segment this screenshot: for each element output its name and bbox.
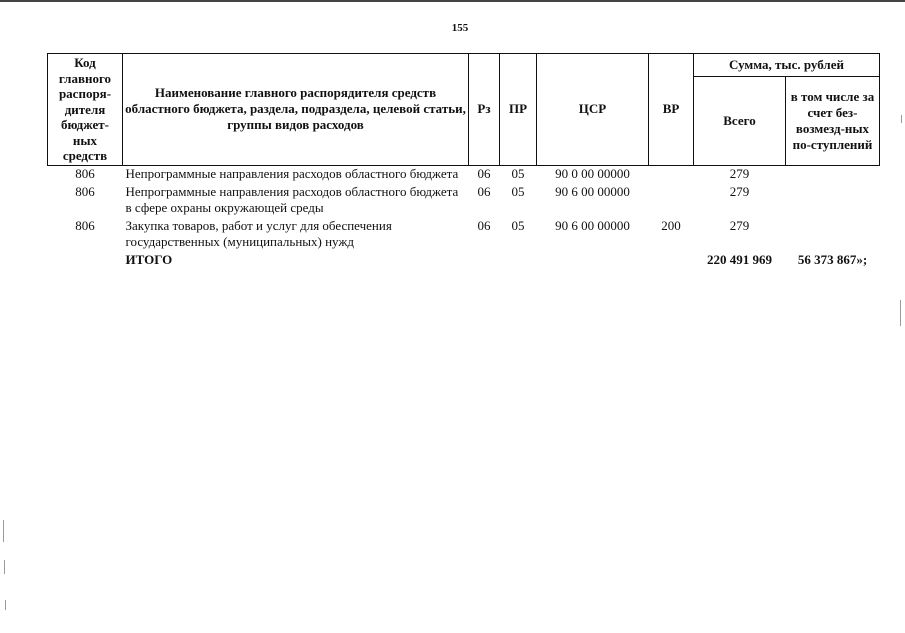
- cell-csr-empty: [537, 252, 649, 270]
- cell-rz: 06: [477, 183, 491, 199]
- cell-code: 806: [75, 217, 95, 233]
- cell-name: Непрограммные направления расходов областного бюджета в сфере охраны окружающей среды: [125, 183, 459, 215]
- header-vr: ВР: [649, 54, 694, 166]
- cell-grant: [786, 184, 880, 218]
- cell-csr: 90 6 00 00000: [555, 183, 630, 199]
- cell-vr: 200: [661, 217, 681, 233]
- budget-table: [47, 53, 880, 270]
- page-top-edge: [0, 0, 905, 2]
- header-grant: в том числе за счет без-возмезд-ных по-ступлений: [786, 77, 880, 166]
- header-code: Код главного распоря-дителя бюджет-ных средств: [48, 54, 123, 166]
- total-label: ИТОГО: [125, 251, 173, 267]
- cell-pr: 05: [511, 217, 525, 233]
- header-pr: ПР: [500, 54, 537, 166]
- cell-csr: 90 0 00 00000: [555, 165, 630, 181]
- cell-code-empty: [48, 252, 123, 270]
- total-sum: 220 491 969: [707, 251, 772, 267]
- cell-vr: [649, 165, 694, 184]
- cell-rz: 06: [477, 165, 491, 181]
- table-row: [48, 184, 880, 218]
- total-row: [48, 252, 880, 270]
- cell-total: 279: [729, 183, 750, 199]
- page-number: 155: [451, 22, 469, 34]
- table-body: [48, 165, 880, 270]
- cell-vr: [649, 184, 694, 218]
- cell-pr: 05: [511, 183, 525, 199]
- header-rz: Рз: [469, 54, 500, 166]
- cell-total: 279: [729, 217, 750, 233]
- cell-vr-empty: [649, 252, 694, 270]
- cell-code: 806: [75, 183, 95, 199]
- header-name: Наименование главного распорядителя средств областного бюджета, раздела, подраздела, целевой статьи, группы видов расходов: [123, 54, 469, 166]
- cell-name: Непрограммные направления расходов областного бюджета: [125, 165, 459, 181]
- header-total: Всего: [694, 77, 786, 166]
- table-header: [48, 54, 880, 166]
- scan-mark: [900, 300, 901, 326]
- cell-grant: [786, 218, 880, 252]
- scan-mark: [4, 560, 5, 574]
- cell-pr: 05: [511, 165, 525, 181]
- cell-pr-empty: [500, 252, 537, 270]
- scan-mark: [901, 115, 902, 123]
- scan-mark: [3, 520, 4, 542]
- cell-grant: [786, 165, 880, 184]
- cell-rz-empty: [469, 252, 500, 270]
- cell-csr: 90 6 00 00000: [555, 217, 630, 233]
- table-row: [48, 218, 880, 252]
- cell-rz: 06: [477, 217, 491, 233]
- cell-code: 806: [75, 165, 95, 181]
- header-sum-group: Сумма, тыс. рублей: [694, 54, 880, 77]
- scan-mark: [5, 600, 6, 610]
- cell-name: Закупка товаров, работ и услуг для обеспечения государственных (муниципальных) нужд: [125, 217, 392, 249]
- total-grant-sum: 56 373 867»;: [797, 251, 868, 267]
- cell-total: 279: [729, 165, 750, 181]
- table-row: [48, 165, 880, 184]
- header-csr: ЦСР: [537, 54, 649, 166]
